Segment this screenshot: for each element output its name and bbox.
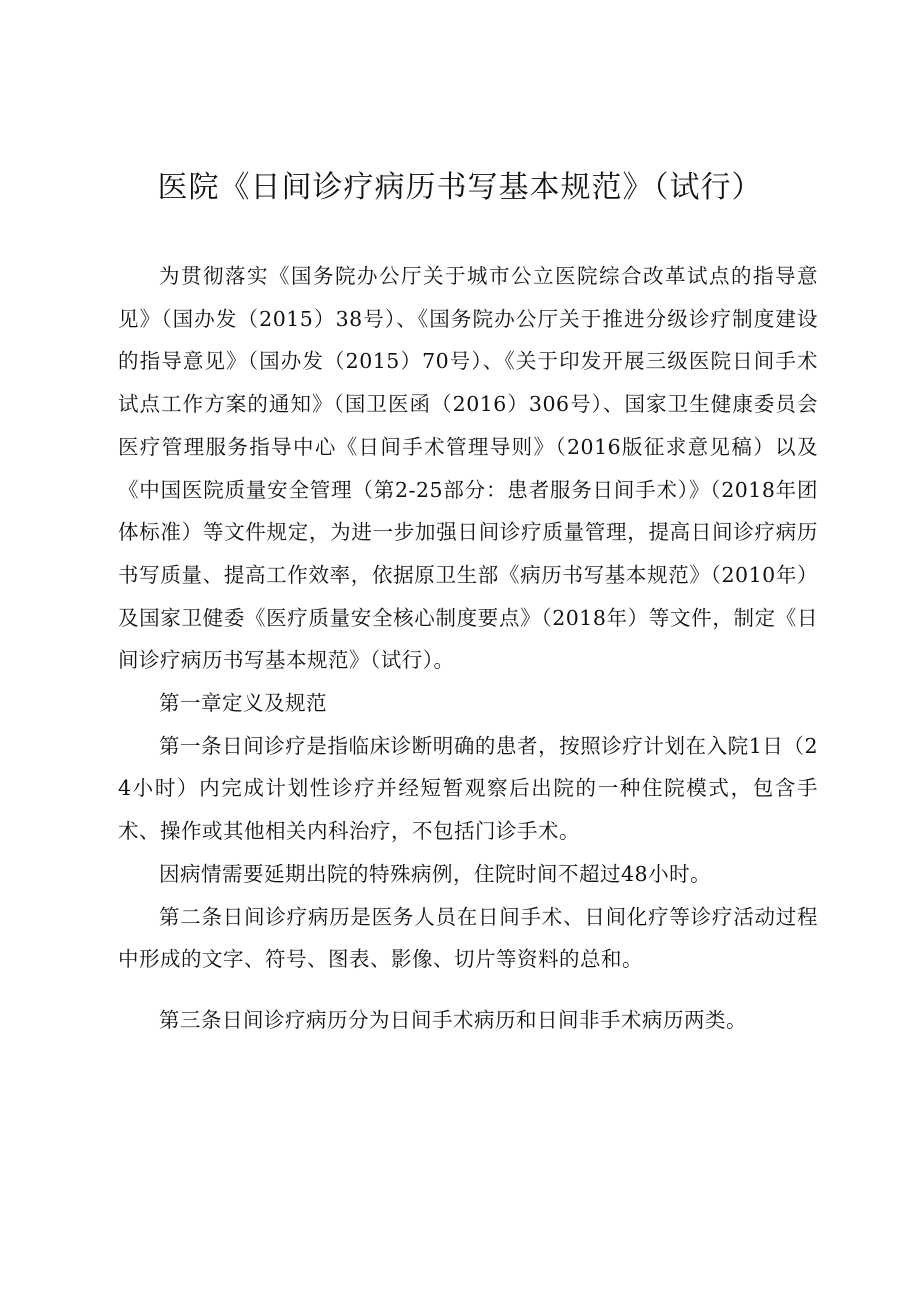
document-title: 医院《日间诊疗病历书写基本规范》（试行） <box>157 170 763 205</box>
intro-paragraph: 为贯彻落实《国务院办公厅关于城市公立医院综合改革试点的指导意见》（国办发（2015）38号）、《国务院办公厅关于推进分级诊疗制度建设的指导意见》（国办发（2015）70号）、《关于印发开展三级医院日间手术试点工作方案的通知》（国卫医函（2016）306号）、国家卫生健康委员会医疗管理服务指导中心《日间手术管理导则》（2016版征求意见稿）以及《中国医院质量安全管理（第2-25部分：患者服务日间手术）》（2018年团体标准）等文件规定，为进一步加强日间诊疗质量管理，提高日间诊疗病历书写质量、提高工作效率，依据原卫生部《病历书写基本规范》（2010年）及国家卫健委《医疗质量安全核心制度要点》（2018年）等文件，制定《日间诊疗病历书写基本规范》（试行）。 <box>118 264 818 673</box>
article-1-paragraph: 第一条日间诊疗是指临床诊断明确的患者，按照诊疗计划在入院1日（24小时）内完成计划性诊疗并经短暂观察后出院的一种住院模式，包含手术、操作或其他相关内科治疗，不包括门诊手术。 <box>118 733 818 844</box>
chapter-heading: 第一章定义及规范 <box>159 691 327 716</box>
article-1-note-paragraph: 因病情需要延期出院的特殊病例，住院时间不超过48小时。 <box>159 861 712 886</box>
article-2-paragraph: 第二条日间诊疗病历是医务人员在日间手术、日间化疗等诊疗活动过程中形成的文字、符号、图表、影像、切片等资料的总和。 <box>118 904 818 972</box>
article-3-paragraph: 第三条日间诊疗病历分为日间手术病历和日间非手术病历两类。 <box>159 1007 747 1032</box>
document-body <box>118 255 818 1042</box>
